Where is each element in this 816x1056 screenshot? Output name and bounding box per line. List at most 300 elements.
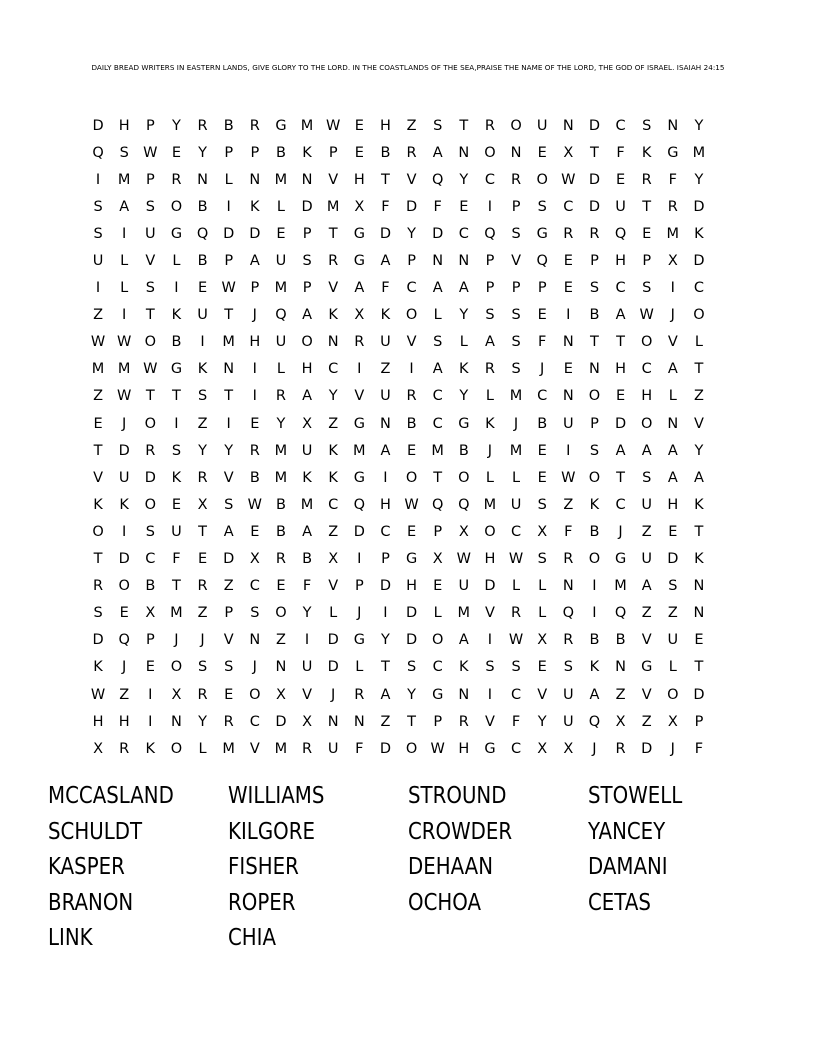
grid-letter[interactable]: Z [275, 632, 286, 649]
grid-letter[interactable]: K [589, 496, 600, 513]
grid-letter[interactable]: G [353, 469, 365, 486]
grid-letter[interactable]: K [171, 307, 182, 324]
grid-letter[interactable]: U [92, 253, 104, 270]
grid-letter[interactable]: W [143, 361, 158, 378]
grid-letter[interactable]: D [118, 442, 130, 459]
grid-letter[interactable]: P [302, 280, 312, 297]
grid-letter[interactable]: Y [172, 117, 181, 134]
grid-letter[interactable]: E [563, 280, 573, 297]
grid-letter[interactable]: V [223, 469, 234, 486]
grid-letter[interactable]: D [223, 551, 235, 568]
grid-letter[interactable]: X [249, 551, 260, 568]
grid-letter[interactable]: C [693, 280, 704, 297]
grid-letter[interactable]: I [95, 280, 101, 297]
grid-letter[interactable]: I [592, 605, 597, 622]
grid-letter[interactable]: S [433, 117, 443, 134]
grid-letter[interactable]: R [615, 740, 626, 757]
grid-letter[interactable]: M [509, 442, 523, 459]
grid-letter[interactable]: T [224, 388, 234, 405]
grid-letter[interactable]: H [667, 496, 679, 513]
grid-letter[interactable]: F [668, 171, 677, 188]
grid-letter[interactable]: C [641, 361, 652, 378]
grid-letter[interactable]: F [381, 280, 390, 297]
grid-letter[interactable]: R [406, 144, 417, 161]
grid-letter[interactable]: I [487, 198, 493, 215]
grid-letter[interactable]: R [563, 225, 574, 242]
grid-letter[interactable]: F [694, 740, 704, 757]
grid-letter[interactable]: X [145, 605, 156, 622]
grid-letter[interactable]: C [432, 388, 443, 405]
grid-letter[interactable]: C [328, 361, 339, 378]
grid-letter[interactable]: J [618, 523, 623, 540]
grid-letter[interactable]: C [484, 171, 495, 188]
grid-letter[interactable]: D [693, 253, 705, 270]
grid-letter[interactable]: L [694, 334, 703, 351]
grid-letter[interactable]: K [589, 659, 600, 676]
grid-letter[interactable]: M [117, 171, 131, 188]
grid-letter[interactable]: R [328, 253, 339, 270]
grid-letter[interactable]: Y [381, 632, 390, 649]
grid-letter[interactable]: S [171, 442, 182, 459]
grid-letter[interactable]: Y [224, 442, 234, 459]
grid-letter[interactable]: D [614, 415, 627, 432]
grid-letter[interactable]: V [641, 686, 652, 703]
grid-letter[interactable]: S [642, 280, 652, 297]
grid-letter[interactable]: S [642, 117, 652, 134]
grid-letter[interactable]: N [693, 605, 705, 622]
grid-letter[interactable]: S [485, 307, 495, 324]
grid-letter[interactable]: L [668, 388, 677, 405]
grid-letter[interactable]: B [302, 551, 313, 568]
grid-letter[interactable]: K [694, 551, 704, 568]
grid-letter[interactable]: Y [537, 713, 547, 730]
grid-letter[interactable]: B [275, 496, 286, 513]
grid-letter[interactable]: E [459, 198, 469, 215]
grid-letter[interactable]: P [407, 253, 416, 270]
grid-letter[interactable]: E [537, 307, 547, 324]
grid-letter[interactable]: A [615, 307, 626, 324]
grid-letter[interactable]: E [694, 632, 704, 649]
grid-letter[interactable]: D [92, 117, 104, 134]
grid-letter[interactable]: D [405, 605, 418, 622]
grid-letter[interactable]: N [458, 686, 470, 703]
grid-letter[interactable]: U [275, 253, 287, 270]
grid-letter[interactable]: R [511, 605, 522, 622]
grid-letter[interactable]: I [409, 361, 414, 378]
grid-letter[interactable]: N [249, 171, 261, 188]
grid-letter[interactable]: P [642, 253, 652, 270]
grid-letter[interactable]: I [174, 280, 179, 297]
grid-letter[interactable]: W [508, 551, 524, 568]
grid-letter[interactable]: O [144, 496, 157, 513]
grid-letter[interactable]: E [171, 496, 182, 513]
grid-letter[interactable]: S [145, 280, 155, 297]
grid-letter[interactable]: R [249, 442, 260, 459]
grid-letter[interactable]: U [563, 686, 574, 703]
grid-letter[interactable]: R [197, 686, 208, 703]
grid-letter[interactable]: S [197, 388, 208, 405]
grid-letter[interactable]: Y [694, 171, 704, 188]
grid-letter[interactable]: Q [458, 496, 470, 513]
grid-letter[interactable]: N [380, 415, 391, 432]
grid-letter[interactable]: G [275, 117, 287, 134]
grid-letter[interactable]: I [566, 307, 571, 324]
grid-letter[interactable]: V [511, 253, 522, 270]
grid-letter[interactable]: J [331, 686, 336, 703]
grid-letter[interactable]: R [354, 686, 365, 703]
grid-letter[interactable]: I [122, 523, 127, 540]
grid-letter[interactable]: L [120, 280, 129, 297]
grid-letter[interactable]: P [485, 280, 495, 297]
grid-letter[interactable]: O [667, 686, 679, 703]
grid-letter[interactable]: Q [588, 713, 601, 730]
grid-letter[interactable]: R [171, 171, 182, 188]
grid-letter[interactable]: R [563, 551, 574, 568]
grid-letter[interactable]: M [274, 469, 288, 486]
grid-letter[interactable]: F [302, 578, 312, 595]
grid-letter[interactable]: A [432, 280, 443, 297]
grid-letter[interactable]: V [667, 334, 678, 351]
grid-letter[interactable]: S [93, 198, 103, 215]
grid-letter[interactable]: G [536, 225, 548, 242]
grid-letter[interactable]: L [485, 388, 494, 405]
grid-letter[interactable]: K [459, 361, 469, 378]
grid-letter[interactable]: D [327, 632, 339, 649]
grid-letter[interactable]: O [170, 740, 183, 757]
grid-letter[interactable]: E [537, 144, 547, 161]
grid-letter[interactable]: W [326, 117, 341, 134]
grid-letter[interactable]: U [641, 496, 652, 513]
grid-letter[interactable]: M [692, 144, 706, 161]
grid-letter[interactable]: X [458, 523, 469, 540]
grid-letter[interactable]: I [304, 632, 310, 649]
grid-letter[interactable]: J [670, 307, 675, 324]
grid-letter[interactable]: P [224, 605, 234, 622]
grid-letter[interactable]: A [354, 280, 365, 297]
grid-letter[interactable]: E [433, 578, 443, 595]
grid-letter[interactable]: E [615, 388, 626, 405]
grid-letter[interactable]: U [327, 740, 339, 757]
grid-letter[interactable]: C [537, 388, 548, 405]
grid-letter[interactable]: M [274, 171, 288, 188]
grid-letter[interactable]: P [145, 632, 155, 649]
grid-letter[interactable]: P [302, 225, 312, 242]
grid-letter[interactable]: Z [223, 578, 234, 595]
grid-letter[interactable]: P [145, 171, 155, 188]
grid-letter[interactable]: S [302, 253, 312, 270]
grid-letter[interactable]: R [484, 361, 495, 378]
grid-letter[interactable]: N [458, 144, 470, 161]
grid-letter[interactable]: S [563, 659, 573, 676]
grid-letter[interactable]: Q [196, 225, 209, 242]
grid-letter[interactable]: C [511, 523, 522, 540]
grid-letter[interactable]: R [484, 117, 495, 134]
grid-letter[interactable]: T [694, 659, 704, 676]
grid-letter[interactable]: G [458, 415, 470, 432]
grid-letter[interactable]: W [143, 144, 158, 161]
grid-letter[interactable]: O [588, 469, 601, 486]
grid-letter[interactable]: Y [198, 442, 207, 459]
grid-letter[interactable]: T [694, 361, 704, 378]
grid-letter[interactable]: U [536, 117, 548, 134]
grid-letter[interactable]: E [563, 253, 573, 270]
grid-letter[interactable]: V [223, 632, 234, 649]
grid-letter[interactable]: P [354, 578, 364, 595]
grid-letter[interactable]: U [301, 659, 313, 676]
grid-letter[interactable]: D [118, 551, 130, 568]
grid-letter[interactable]: E [250, 523, 260, 540]
grid-letter[interactable]: N [197, 171, 208, 188]
grid-letter[interactable]: A [615, 442, 626, 459]
grid-letter[interactable]: C [380, 523, 391, 540]
grid-letter[interactable]: Z [641, 605, 652, 622]
grid-letter[interactable]: U [510, 496, 522, 513]
grid-letter[interactable]: E [250, 415, 260, 432]
grid-letter[interactable]: R [197, 578, 208, 595]
grid-letter[interactable]: A [380, 686, 391, 703]
grid-letter[interactable]: P [250, 144, 260, 161]
grid-letter[interactable]: M [326, 198, 340, 215]
grid-letter[interactable]: T [145, 307, 155, 324]
grid-letter[interactable]: J [670, 740, 675, 757]
grid-letter[interactable]: M [300, 117, 314, 134]
grid-letter[interactable]: S [485, 659, 495, 676]
grid-letter[interactable]: D [301, 198, 313, 215]
grid-letter[interactable]: G [667, 144, 679, 161]
grid-letter[interactable]: L [276, 198, 285, 215]
grid-letter[interactable]: T [590, 144, 599, 161]
grid-letter[interactable]: R [354, 334, 365, 351]
grid-letter[interactable]: O [92, 523, 104, 540]
grid-letter[interactable]: G [353, 632, 365, 649]
grid-letter[interactable]: P [328, 144, 338, 161]
grid-letter[interactable]: B [380, 144, 391, 161]
grid-letter[interactable]: S [511, 659, 521, 676]
grid-letter[interactable]: M [274, 280, 288, 297]
grid-letter[interactable]: D [92, 632, 104, 649]
grid-letter[interactable]: W [221, 280, 236, 297]
grid-letter[interactable]: S [589, 442, 600, 459]
grid-letter[interactable]: K [694, 225, 704, 242]
grid-letter[interactable]: Z [615, 686, 626, 703]
grid-letter[interactable]: M [222, 334, 235, 351]
grid-letter[interactable]: U [145, 225, 156, 242]
grid-letter[interactable]: N [327, 713, 339, 730]
grid-letter[interactable]: Q [536, 253, 548, 270]
grid-letter[interactable]: E [354, 117, 364, 134]
grid-letter[interactable]: E [276, 578, 286, 595]
grid-letter[interactable]: X [275, 686, 286, 703]
grid-letter[interactable]: X [432, 551, 443, 568]
grid-letter[interactable]: I [670, 280, 675, 297]
grid-letter[interactable]: Y [459, 388, 469, 405]
grid-letter[interactable]: V [328, 171, 339, 188]
grid-letter[interactable]: J [357, 605, 362, 622]
grid-letter[interactable]: H [406, 578, 418, 595]
grid-letter[interactable]: S [589, 280, 600, 297]
grid-letter[interactable]: S [406, 659, 417, 676]
grid-letter[interactable]: A [667, 442, 678, 459]
grid-letter[interactable]: V [145, 253, 156, 270]
grid-letter[interactable]: I [148, 713, 153, 730]
grid-letter[interactable]: T [381, 171, 390, 188]
grid-letter[interactable]: F [511, 713, 521, 730]
grid-letter[interactable]: Q [431, 171, 444, 188]
grid-letter[interactable]: W [90, 686, 106, 703]
grid-letter[interactable]: U [380, 388, 391, 405]
grid-letter[interactable]: J [122, 659, 127, 676]
grid-letter[interactable]: K [171, 469, 182, 486]
grid-letter[interactable]: O [301, 334, 313, 351]
grid-letter[interactable]: Z [667, 605, 678, 622]
grid-letter[interactable]: K [328, 442, 338, 459]
grid-letter[interactable]: S [250, 605, 260, 622]
grid-letter[interactable]: A [458, 280, 469, 297]
grid-letter[interactable]: R [458, 713, 469, 730]
grid-letter[interactable]: Y [198, 144, 207, 161]
grid-letter[interactable]: I [252, 361, 257, 378]
grid-letter[interactable]: D [484, 578, 496, 595]
grid-letter[interactable]: D [249, 225, 261, 242]
grid-letter[interactable]: I [200, 334, 205, 351]
grid-letter[interactable]: L [172, 253, 181, 270]
grid-letter[interactable]: E [197, 280, 208, 297]
grid-letter[interactable]: K [485, 415, 495, 432]
grid-letter[interactable]: W [247, 496, 262, 513]
grid-letter[interactable]: R [223, 713, 234, 730]
grid-letter[interactable]: K [328, 469, 338, 486]
grid-letter[interactable]: Z [119, 686, 130, 703]
grid-letter[interactable]: D [693, 198, 705, 215]
grid-letter[interactable]: T [172, 388, 181, 405]
grid-letter[interactable]: Q [92, 144, 104, 161]
grid-letter[interactable]: H [92, 713, 104, 730]
grid-letter[interactable]: S [145, 198, 155, 215]
grid-letter[interactable]: O [144, 334, 157, 351]
grid-letter[interactable]: V [302, 686, 313, 703]
grid-letter[interactable]: Y [198, 713, 207, 730]
grid-letter[interactable]: B [589, 523, 600, 540]
grid-letter[interactable]: J [200, 632, 205, 649]
grid-letter[interactable]: D [275, 713, 287, 730]
grid-letter[interactable]: X [537, 523, 548, 540]
grid-letter[interactable]: H [484, 551, 496, 568]
grid-letter[interactable]: H [458, 740, 470, 757]
grid-letter[interactable]: N [301, 171, 313, 188]
grid-letter[interactable]: E [668, 523, 678, 540]
grid-letter[interactable]: L [459, 334, 468, 351]
grid-letter[interactable]: I [95, 171, 101, 188]
grid-letter[interactable]: O [640, 415, 653, 432]
grid-letter[interactable]: P [590, 253, 599, 270]
grid-letter[interactable]: B [145, 578, 156, 595]
grid-letter[interactable]: N [275, 659, 287, 676]
grid-letter[interactable]: R [145, 442, 156, 459]
grid-letter[interactable]: L [433, 605, 442, 622]
grid-letter[interactable]: A [693, 469, 704, 486]
grid-letter[interactable]: D [379, 225, 392, 242]
grid-letter[interactable]: A [119, 198, 130, 215]
grid-letter[interactable]: C [432, 415, 443, 432]
grid-letter[interactable]: X [354, 307, 365, 324]
grid-letter[interactable]: N [562, 388, 574, 405]
grid-letter[interactable]: N [615, 659, 626, 676]
grid-letter[interactable]: Y [694, 442, 704, 459]
grid-letter[interactable]: H [118, 713, 130, 730]
grid-letter[interactable]: N [223, 361, 235, 378]
grid-letter[interactable]: L [198, 740, 207, 757]
grid-letter[interactable]: O [458, 469, 470, 486]
grid-letter[interactable]: G [353, 225, 365, 242]
grid-letter[interactable]: M [300, 496, 314, 513]
grid-letter[interactable]: M [431, 442, 444, 459]
grid-letter[interactable]: P [511, 198, 521, 215]
grid-letter[interactable]: S [433, 334, 443, 351]
grid-letter[interactable]: C [432, 659, 443, 676]
grid-letter[interactable]: B [406, 415, 417, 432]
grid-letter[interactable]: O [118, 578, 130, 595]
grid-letter[interactable]: E [224, 686, 234, 703]
grid-letter[interactable]: H [615, 253, 627, 270]
grid-letter[interactable]: B [615, 632, 626, 649]
grid-letter[interactable]: W [561, 171, 576, 188]
grid-letter[interactable]: I [226, 198, 231, 215]
grid-letter[interactable]: L [538, 578, 547, 595]
grid-letter[interactable]: J [513, 415, 519, 432]
grid-letter[interactable]: Q [118, 632, 130, 649]
grid-letter[interactable]: F [433, 198, 442, 215]
grid-letter[interactable]: M [614, 578, 627, 595]
grid-letter[interactable]: Q [484, 225, 496, 242]
grid-letter[interactable]: Y [459, 307, 469, 324]
grid-letter[interactable]: W [117, 334, 132, 351]
grid-letter[interactable]: W [561, 469, 576, 486]
grid-letter[interactable]: P [485, 253, 495, 270]
grid-letter[interactable]: Y [302, 605, 312, 622]
grid-letter[interactable]: W [430, 740, 445, 757]
grid-letter[interactable]: O [510, 117, 522, 134]
grid-letter[interactable]: N [327, 334, 339, 351]
grid-letter[interactable]: R [249, 117, 260, 134]
grid-letter[interactable]: M [509, 388, 523, 405]
grid-letter[interactable]: X [171, 686, 182, 703]
grid-letter[interactable]: V [406, 171, 417, 188]
grid-letter[interactable]: D [693, 686, 705, 703]
grid-letter[interactable]: O [484, 144, 496, 161]
grid-letter[interactable]: Y [276, 415, 286, 432]
grid-letter[interactable]: V [537, 686, 548, 703]
grid-letter[interactable]: L [224, 171, 233, 188]
grid-letter[interactable]: S [537, 496, 547, 513]
grid-letter[interactable]: C [615, 496, 626, 513]
grid-letter[interactable]: M [117, 361, 131, 378]
grid-letter[interactable]: B [197, 253, 208, 270]
grid-letter[interactable]: O [640, 334, 653, 351]
grid-letter[interactable]: R [589, 225, 600, 242]
grid-letter[interactable]: V [406, 334, 417, 351]
grid-letter[interactable]: V [484, 713, 495, 730]
grid-letter[interactable]: L [485, 469, 494, 486]
grid-letter[interactable]: Z [380, 361, 391, 378]
grid-letter[interactable]: T [642, 198, 652, 215]
grid-letter[interactable]: L [120, 253, 129, 270]
grid-letter[interactable]: I [148, 686, 153, 703]
grid-letter[interactable]: I [566, 442, 571, 459]
grid-letter[interactable]: P [145, 117, 155, 134]
grid-letter[interactable]: R [406, 388, 417, 405]
grid-letter[interactable]: G [353, 415, 365, 432]
grid-letter[interactable]: Z [328, 523, 339, 540]
